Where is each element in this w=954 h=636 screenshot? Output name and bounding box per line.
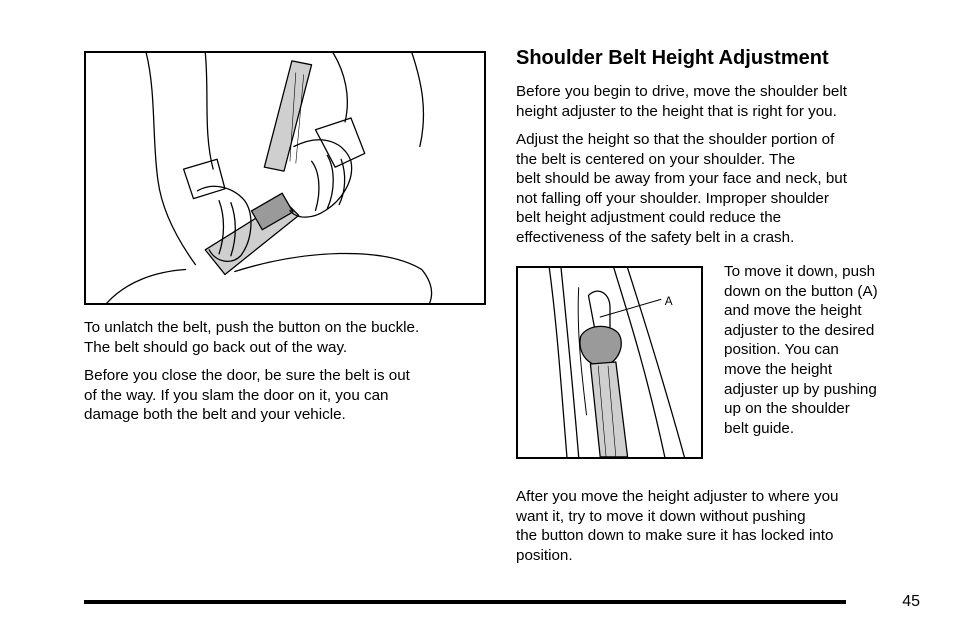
page-number: 45 (902, 593, 920, 610)
buckle-drawing (86, 53, 484, 303)
lock-check-paragraph: After you move the height adjuster to where you want it, try to move it down without pushing the button down to make sure it has locked into position. (516, 488, 839, 564)
unlatch-caption: To unlatch the belt, push the button on the buckle. The belt should go back out of the way. (84, 319, 420, 356)
button-a-label: A (664, 295, 673, 309)
intro-paragraph: Before you begin to drive, move the shoulder belt height adjuster to the height that is right for you. (516, 83, 847, 120)
door-warning-caption: Before you close the door, be sure the belt is out of the way. If you slam the door on it, you can damage both the belt and your vehicle. (84, 367, 410, 424)
buckle-illustration (84, 51, 486, 305)
adjuster-instructions: To move it down, push down on the button (A) and move the height adjuster to the desired position. You can move the height adjuster up by pushing up on the shoulder belt guide. (724, 263, 878, 437)
height-adjuster-drawing (518, 268, 701, 457)
height-adjuster-illustration (516, 266, 703, 459)
footer-rule (84, 600, 846, 604)
section-heading: Shoulder Belt Height Adjustment (516, 47, 829, 69)
adjust-paragraph: Adjust the height so that the shoulder portion of the belt is centered on your shoulder. The belt should be away from your face and neck, but not falling off your shoulder. Improper shoulder belt height adjustment could reduce the effectiveness of the safety belt in a crash. (516, 131, 847, 246)
